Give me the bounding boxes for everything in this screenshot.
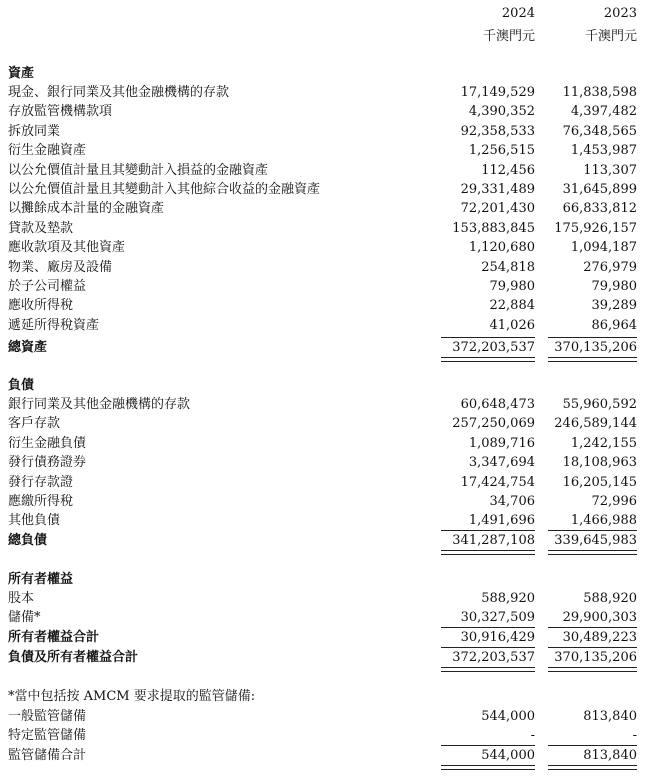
asset-row: [0, 219, 655, 238]
value-2024: 544,000: [481, 709, 535, 724]
value-2024: 29,331,489: [460, 182, 535, 197]
asset-row: [0, 122, 655, 141]
liability-row: [0, 511, 655, 530]
assets-total-rule-2024: [441, 357, 535, 362]
value-2023: 1,466,988: [570, 513, 637, 529]
assets-section-title: 資產: [8, 66, 35, 81]
row-label: 於子公司權益: [8, 279, 87, 294]
row-label: 現金、銀行同業及其他金融機構的存款: [8, 85, 230, 100]
reserve-row: [0, 707, 655, 726]
row-label: 拆放同業: [8, 123, 61, 139]
equity-row: [0, 608, 655, 627]
value-2024: 60,648,473: [460, 397, 535, 412]
asset-row: [0, 141, 655, 160]
row-label: 以攤餘成本計量的金融資產: [8, 201, 165, 217]
row-label: 客戶存款: [8, 416, 61, 432]
asset-row: [0, 238, 655, 257]
liability-row: [0, 434, 655, 453]
value-2024: 41,026: [489, 317, 535, 333]
liabilities-and-equity-total-row: 負債及所有者權益合計 372,203,537 370,135,206: [8, 650, 637, 665]
unit-2023-header: 千澳門元: [584, 29, 637, 44]
row-label: 衍生金融資產: [8, 143, 87, 159]
row-label: 遞延所得稅資產: [8, 317, 100, 333]
value-2024: 112,456: [481, 162, 535, 178]
value-2024: 1,256,515: [468, 143, 535, 159]
asset-row: [0, 316, 655, 335]
value-2024: 17,424,754: [460, 474, 535, 490]
asset-row: [0, 83, 655, 102]
value-2024: 257,250,069: [452, 416, 535, 432]
value-2024: 72,201,430: [460, 201, 535, 217]
year-2023-header: 2023: [603, 6, 637, 21]
liability-row: [0, 453, 655, 472]
row-label: 銀行同業及其他金融機構的存款: [8, 397, 191, 412]
asset-row: [0, 277, 655, 296]
row-label: 應收所得稅: [8, 298, 74, 314]
value-2023: 11,838,598: [562, 85, 637, 100]
value-2023: -: [632, 728, 637, 744]
asset-row: [0, 161, 655, 180]
equity-section-title: 所有者權益: [8, 572, 74, 587]
value-2024: 3,347,694: [468, 455, 535, 471]
row-label: 特定監管儲備: [8, 728, 87, 744]
value-2023: 113,307: [583, 162, 637, 178]
liability-row: [0, 414, 655, 433]
row-label: 衍生金融負債: [8, 435, 87, 451]
liabilities-total-rule-2023: [548, 550, 637, 555]
liability-row: [0, 395, 655, 414]
value-2024: 1,491,696: [468, 513, 535, 529]
reserves-total-rule-2023: [548, 765, 637, 770]
row-label: 發行債務證券: [8, 455, 87, 471]
value-2023: 276,979: [583, 259, 637, 275]
value-2023: 246,589,144: [554, 416, 637, 432]
value-2024: 4,390,352: [468, 104, 535, 120]
asset-row: [0, 199, 655, 218]
unit-2024-header: 千澳門元: [482, 29, 535, 44]
value-2023: 4,397,482: [570, 104, 637, 120]
value-2024: 17,149,529: [460, 85, 535, 100]
value-2023: 1,094,187: [570, 240, 637, 256]
value-2024: 153,883,845: [452, 220, 535, 236]
total-assets-row: 總資產 372,203,537 370,135,206: [8, 340, 637, 355]
reserve-row: [0, 726, 655, 745]
value-2024: 92,358,533: [460, 123, 535, 139]
row-label: 股本: [8, 591, 35, 606]
liability-row: [0, 473, 655, 492]
value-2024: 22,884: [489, 298, 535, 314]
asset-row: [0, 258, 655, 277]
row-label: 一般監管儲備: [8, 709, 87, 724]
value-2023: 1,242,155: [570, 435, 637, 451]
value-2023: 86,964: [591, 317, 637, 333]
asset-row: [0, 102, 655, 121]
value-2023: 72,996: [591, 494, 637, 509]
value-2024: 588,920: [481, 591, 535, 606]
grand-total-rule-2024: [441, 667, 535, 672]
row-label: 物業、廠房及設備: [8, 259, 113, 275]
row-label: 其他負債: [8, 513, 61, 529]
asset-row: [0, 296, 655, 315]
value-2023: 16,205,145: [562, 474, 637, 490]
liabilities-total-rule-2024: [441, 550, 535, 555]
value-2024: 34,706: [489, 494, 535, 509]
row-label: 發行存款證: [8, 474, 74, 490]
value-2023: 66,833,812: [562, 201, 637, 217]
reserves-note: *當中包括按 AMCM 要求提取的監管儲備:: [8, 689, 256, 704]
value-2024: 254,818: [481, 259, 535, 275]
value-2024: 1,120,680: [468, 240, 535, 256]
total-liabilities-row: 總負債 341,287,108 339,645,983: [8, 533, 637, 548]
row-label: 貸款及墊款: [8, 220, 74, 236]
value-2023: 39,289: [591, 298, 637, 314]
equity-row: [0, 589, 655, 608]
row-label: 以公允價值計量且其變動計入損益的金融資產: [8, 162, 269, 178]
value-2024: 1,089,716: [468, 435, 535, 451]
value-2024: 79,980: [489, 279, 535, 294]
value-2023: 588,920: [583, 591, 637, 606]
year-2024-header: 2024: [501, 6, 535, 21]
value-2023: 79,980: [591, 279, 637, 294]
value-2023: 29,900,303: [562, 610, 637, 626]
liabilities-section-title: 負債: [8, 378, 35, 393]
liability-row: [0, 492, 655, 511]
row-label: 儲備*: [8, 610, 41, 626]
value-2023: 175,926,157: [554, 220, 637, 236]
value-2023: 1,453,987: [570, 143, 637, 159]
row-label: 應繳所得稅: [8, 494, 74, 509]
total-reserves-row: 監管儲備合計 544,000 813,840: [8, 748, 637, 763]
row-label: 以公允價值計量且其變動計入其他綜合收益的金融資產: [8, 182, 321, 197]
asset-row: [0, 180, 655, 199]
grand-total-rule-2023: [548, 667, 637, 672]
value-2023: 76,348,565: [562, 123, 637, 139]
value-2023: 813,840: [583, 709, 637, 724]
value-2023: 55,960,592: [562, 397, 637, 412]
row-label: 存放監管機構款項: [8, 104, 113, 120]
value-2023: 31,645,899: [562, 182, 637, 197]
value-2024: 30,327,509: [460, 610, 535, 626]
assets-total-rule-2023: [548, 357, 637, 362]
row-label: 應收款項及其他資產: [8, 240, 126, 256]
value-2023: 18,108,963: [562, 455, 637, 471]
reserves-total-rule-2024: [441, 765, 535, 770]
value-2024: -: [530, 728, 535, 744]
total-equity-row: 所有者權益合計 30,916,429 30,489,223: [8, 630, 637, 645]
